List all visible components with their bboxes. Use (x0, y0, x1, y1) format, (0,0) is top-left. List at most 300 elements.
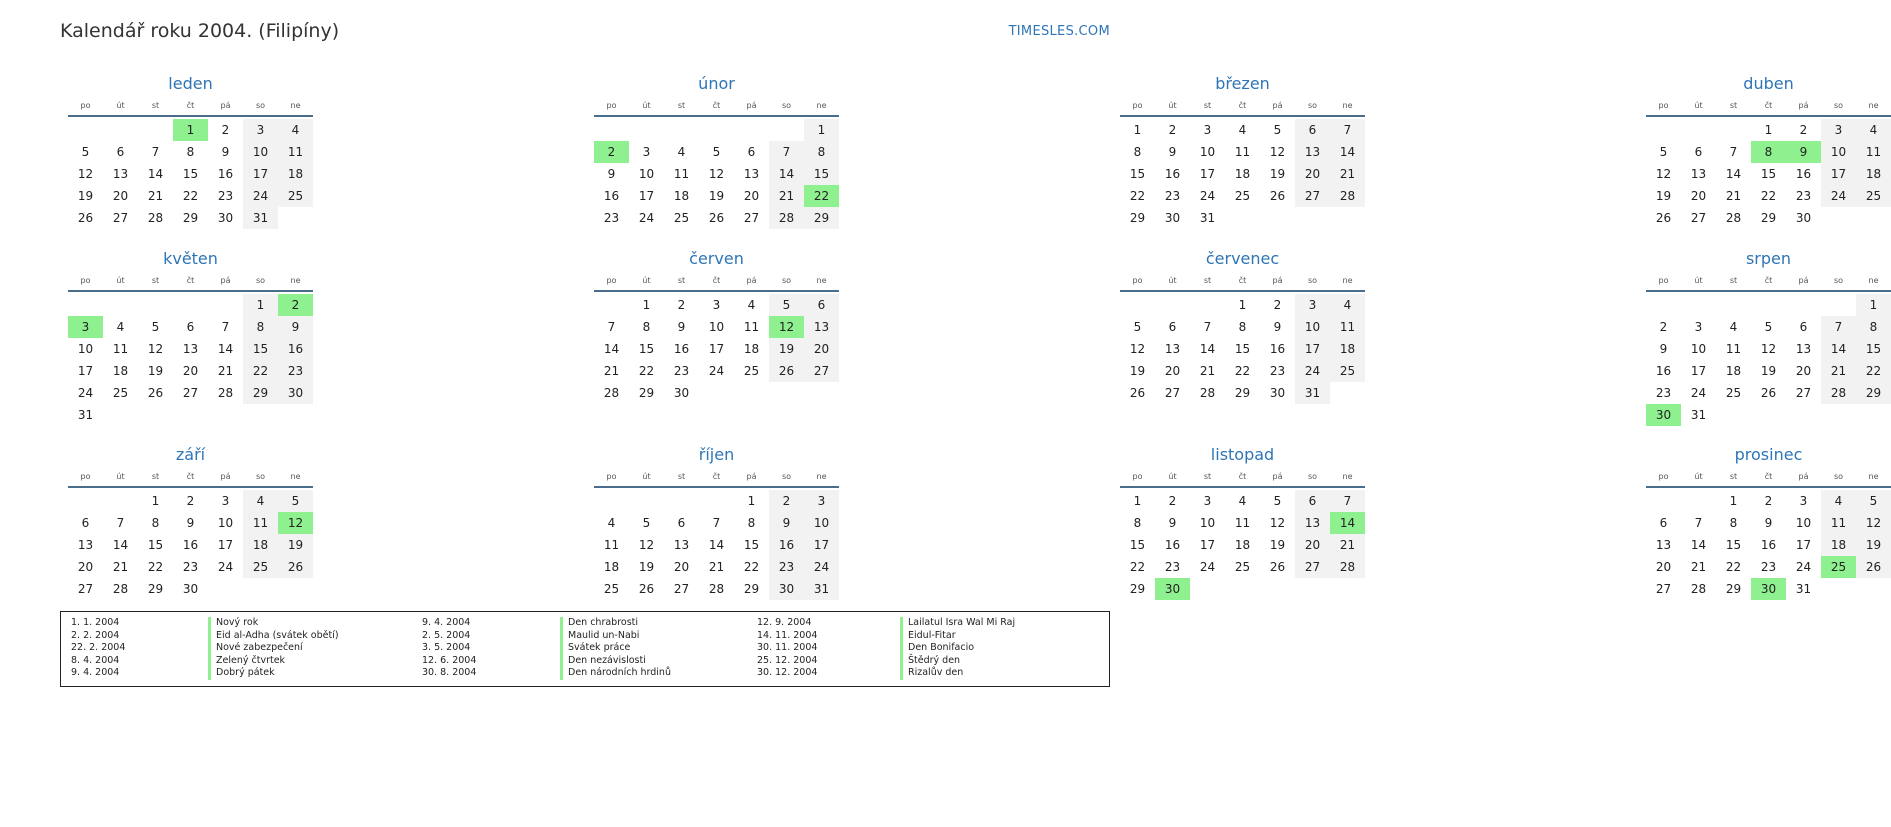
day-cell: 30 (673, 386, 690, 400)
month-únor (594, 73, 839, 229)
day-cell: 8 (243, 316, 278, 338)
day-cell: 13 (1164, 342, 1181, 356)
day-cell: 6 (1295, 119, 1330, 141)
day-cell: 24 (1690, 386, 1707, 400)
weekday-label: po (1132, 275, 1143, 285)
day-cell: 21 (708, 560, 725, 574)
day-cell: 17 (638, 189, 655, 203)
day-cell: 15 (1234, 342, 1251, 356)
day-cell: 13 (1655, 538, 1672, 552)
day-cell: 30 (182, 582, 199, 596)
day-cell: 4 (747, 298, 756, 312)
day-cell: 1 (1133, 494, 1142, 508)
day-cell: 22 (1856, 360, 1891, 382)
day-cell: 10 (1821, 141, 1856, 163)
day-cell: 6 (1659, 516, 1668, 530)
day-cell: 12 (1856, 512, 1891, 534)
weekday-label: út (1694, 471, 1703, 481)
day-cell: 16 (769, 534, 804, 556)
weekday-label: po (606, 275, 617, 285)
holiday-name-column (900, 617, 1015, 680)
weekday-header (1646, 270, 1891, 292)
day-cell: 7 (1694, 516, 1703, 530)
day-cell: 6 (186, 320, 195, 334)
holiday-day-cell: 12 (278, 512, 313, 534)
day-grid (1646, 292, 1891, 426)
day-cell: 27 (77, 582, 94, 596)
day-cell: 24 (1821, 185, 1856, 207)
day-cell: 5 (1273, 123, 1282, 137)
month-name: duben (1743, 74, 1794, 93)
weekday-label: ne (1868, 275, 1879, 285)
weekday-label: st (677, 275, 686, 285)
day-cell: 22 (1760, 189, 1777, 203)
weekday-label: čt (186, 275, 195, 285)
day-cell: 3 (1203, 123, 1212, 137)
day-cell: 15 (243, 338, 278, 360)
day-cell: 5 (1659, 145, 1668, 159)
day-cell: 4 (1330, 294, 1365, 316)
holiday-day-cell: 1 (173, 119, 208, 141)
holiday-day-cell: 2 (278, 294, 313, 316)
day-cell: 5 (1856, 490, 1891, 512)
day-cell: 16 (217, 167, 234, 181)
day-cell: 7 (1729, 145, 1738, 159)
month-červen (594, 248, 839, 404)
day-cell: 27 (1295, 185, 1330, 207)
day-cell: 24 (243, 185, 278, 207)
day-cell: 8 (186, 145, 195, 159)
holiday-name: Maulid un-Nabi (568, 629, 640, 641)
weekday-label: út (1168, 100, 1177, 110)
day-cell: 21 (1330, 163, 1365, 185)
day-cell: 8 (1133, 516, 1142, 530)
day-cell: 31 (804, 578, 839, 600)
day-cell: 7 (1330, 119, 1365, 141)
day-cell: 27 (1795, 386, 1812, 400)
day-cell: 7 (116, 516, 125, 530)
weekday-label: so (781, 471, 792, 481)
day-grid (1646, 488, 1891, 600)
day-cell: 13 (1690, 167, 1707, 181)
day-cell: 9 (677, 320, 686, 334)
day-cell: 4 (1729, 320, 1738, 334)
day-cell: 17 (243, 163, 278, 185)
day-cell: 7 (769, 141, 804, 163)
day-cell: 24 (1795, 560, 1812, 574)
day-cell: 9 (1659, 342, 1668, 356)
holiday-date: 9. 4. 2004 (422, 617, 471, 628)
holiday-name: Den národních hrdinů (568, 667, 671, 679)
month-září (68, 444, 313, 600)
day-cell: 25 (1234, 560, 1251, 574)
day-cell: 1 (804, 119, 839, 141)
day-cell: 21 (1725, 189, 1742, 203)
day-cell: 27 (1655, 582, 1672, 596)
month-květen (68, 248, 313, 426)
day-cell: 13 (112, 167, 129, 181)
day-cell: 18 (673, 189, 690, 203)
day-cell: 28 (769, 207, 804, 229)
day-cell: 3 (1821, 119, 1856, 141)
day-cell: 13 (182, 342, 199, 356)
holiday-name: Den Bonifacio (908, 642, 975, 654)
day-cell: 27 (1164, 386, 1181, 400)
day-cell: 6 (1799, 320, 1808, 334)
day-cell: 14 (708, 538, 725, 552)
weekday-label: st (1729, 100, 1738, 110)
day-cell: 26 (1655, 211, 1672, 225)
day-cell: 30 (769, 578, 804, 600)
day-cell: 11 (1725, 342, 1742, 356)
day-cell: 26 (708, 211, 725, 225)
holiday-day-cell: 25 (1821, 556, 1856, 578)
weekday-header (594, 466, 839, 488)
day-cell: 14 (147, 167, 164, 181)
day-cell: 16 (603, 189, 620, 203)
holiday-date-column (757, 617, 817, 680)
weekday-header (594, 95, 839, 117)
day-cell: 3 (1203, 494, 1212, 508)
day-cell: 3 (712, 298, 721, 312)
day-cell: 17 (1295, 338, 1330, 360)
day-cell: 29 (1725, 582, 1742, 596)
weekday-label: pá (1798, 471, 1809, 481)
holiday-day-cell: 9 (1786, 141, 1821, 163)
day-cell: 15 (1129, 538, 1146, 552)
day-cell: 20 (804, 338, 839, 360)
weekday-header (1120, 466, 1365, 488)
day-cell: 25 (673, 211, 690, 225)
weekday-label: pá (746, 275, 757, 285)
day-cell: 13 (1295, 141, 1330, 163)
holiday-date: 30. 12. 2004 (757, 667, 818, 679)
day-cell: 9 (769, 512, 804, 534)
day-cell: 17 (804, 534, 839, 556)
holiday-date: 25. 12. 2004 (757, 654, 818, 666)
holiday-name: Zelený čtvrtek (216, 654, 286, 666)
day-cell: 12 (77, 167, 94, 181)
day-cell: 20 (1295, 534, 1330, 556)
day-cell: 31 (77, 408, 94, 422)
day-cell: 24 (1199, 560, 1216, 574)
month-name: listopad (1210, 445, 1275, 464)
day-cell: 7 (1330, 490, 1365, 512)
day-cell: 22 (1129, 189, 1146, 203)
weekday-header (1120, 270, 1365, 292)
day-cell: 15 (1856, 338, 1891, 360)
day-cell: 27 (182, 386, 199, 400)
day-cell: 20 (1164, 364, 1181, 378)
weekday-label: ne (1342, 471, 1353, 481)
weekday-label: čt (712, 275, 721, 285)
day-cell: 22 (243, 360, 278, 382)
day-cell: 15 (1760, 167, 1777, 181)
day-cell: 16 (1164, 167, 1181, 181)
day-cell: 1 (747, 494, 756, 508)
weekday-label: pá (220, 471, 231, 481)
day-cell: 16 (1164, 538, 1181, 552)
day-grid (68, 117, 313, 229)
weekday-label: pá (220, 275, 231, 285)
day-cell: 28 (1199, 386, 1216, 400)
day-cell: 28 (1821, 382, 1856, 404)
weekday-label: po (1658, 275, 1669, 285)
holiday-date: 8. 4. 2004 (71, 654, 120, 666)
day-cell: 7 (221, 320, 230, 334)
weekday-label: út (116, 100, 125, 110)
day-cell: 5 (81, 145, 90, 159)
weekday-label: út (1694, 100, 1703, 110)
day-cell: 2 (1273, 298, 1282, 312)
day-cell: 24 (77, 386, 94, 400)
day-cell: 6 (747, 145, 756, 159)
day-cell: 25 (743, 364, 760, 378)
day-cell: 8 (1133, 145, 1142, 159)
day-cell: 3 (642, 145, 651, 159)
day-cell: 19 (708, 189, 725, 203)
day-cell: 15 (1725, 538, 1742, 552)
day-cell: 20 (112, 189, 129, 203)
holiday-date: 12. 6. 2004 (422, 654, 477, 666)
day-grid (594, 488, 839, 600)
weekday-label: st (151, 100, 160, 110)
day-cell: 14 (217, 342, 234, 356)
day-cell: 2 (1168, 494, 1177, 508)
holiday-name: Rizalův den (908, 667, 964, 679)
day-cell: 4 (278, 119, 313, 141)
weekday-header (68, 95, 313, 117)
day-cell: 29 (147, 582, 164, 596)
day-cell: 24 (1295, 360, 1330, 382)
day-cell: 23 (182, 560, 199, 574)
day-cell: 22 (147, 560, 164, 574)
day-cell: 23 (1164, 189, 1181, 203)
day-cell: 4 (1821, 490, 1856, 512)
day-cell: 25 (278, 185, 313, 207)
holiday-day-cell: 30 (1155, 578, 1190, 600)
day-cell: 21 (1199, 364, 1216, 378)
weekday-label: čt (1238, 471, 1247, 481)
day-cell: 15 (147, 538, 164, 552)
day-grid (1120, 117, 1365, 229)
holiday-name-column (208, 617, 339, 680)
day-cell: 30 (278, 382, 313, 404)
day-cell: 12 (1269, 516, 1286, 530)
day-cell: 21 (603, 364, 620, 378)
day-cell: 14 (112, 538, 129, 552)
weekday-label: út (1694, 275, 1703, 285)
day-cell: 2 (1764, 494, 1773, 508)
day-cell: 23 (1655, 386, 1672, 400)
month-name: leden (168, 74, 213, 93)
day-cell: 27 (743, 211, 760, 225)
day-cell: 27 (804, 360, 839, 382)
holiday-name: Svátek práce (568, 642, 631, 654)
day-cell: 25 (1856, 185, 1891, 207)
day-cell: 24 (1199, 189, 1216, 203)
weekday-label: út (642, 471, 651, 481)
day-cell: 16 (1795, 167, 1812, 181)
day-cell: 12 (1269, 145, 1286, 159)
weekday-label: st (677, 100, 686, 110)
day-cell: 3 (1694, 320, 1703, 334)
day-cell: 4 (1238, 494, 1247, 508)
weekday-label: so (1307, 275, 1318, 285)
holiday-date-column (71, 617, 125, 680)
day-cell: 5 (1273, 494, 1282, 508)
weekday-label: so (1833, 100, 1844, 110)
day-cell: 5 (769, 294, 804, 316)
day-cell: 15 (804, 163, 839, 185)
day-cell: 27 (673, 582, 690, 596)
weekday-label: út (116, 275, 125, 285)
day-grid (1646, 117, 1891, 229)
weekday-label: ne (1868, 471, 1879, 481)
day-grid (68, 488, 313, 600)
month-name: květen (163, 249, 218, 268)
day-cell: 13 (743, 167, 760, 181)
day-cell: 9 (607, 167, 616, 181)
weekday-label: st (677, 471, 686, 481)
day-cell: 20 (673, 560, 690, 574)
day-cell: 13 (1295, 512, 1330, 534)
day-cell: 11 (1330, 316, 1365, 338)
day-cell: 16 (182, 538, 199, 552)
day-cell: 22 (1725, 560, 1742, 574)
weekday-header (1120, 95, 1365, 117)
weekday-label: čt (1238, 275, 1247, 285)
day-cell: 9 (1168, 516, 1177, 530)
month-name: březen (1215, 74, 1270, 93)
weekday-label: čt (1764, 275, 1773, 285)
holiday-day-cell: 2 (594, 141, 629, 163)
day-cell: 21 (1821, 360, 1856, 382)
day-cell: 19 (77, 189, 94, 203)
weekday-label: pá (220, 100, 231, 110)
weekday-label: út (642, 275, 651, 285)
day-cell: 23 (278, 360, 313, 382)
weekday-label: po (606, 100, 617, 110)
holiday-date: 22. 2. 2004 (71, 642, 126, 654)
day-cell: 9 (278, 316, 313, 338)
day-cell: 18 (1725, 364, 1742, 378)
day-cell: 9 (1273, 320, 1282, 334)
day-cell: 30 (1164, 211, 1181, 225)
weekday-label: čt (1238, 100, 1247, 110)
day-cell: 4 (1238, 123, 1247, 137)
day-cell: 20 (1690, 189, 1707, 203)
day-cell: 17 (1690, 364, 1707, 378)
day-cell: 3 (804, 490, 839, 512)
day-cell: 13 (804, 316, 839, 338)
day-cell: 16 (278, 338, 313, 360)
day-cell: 1 (243, 294, 278, 316)
day-cell: 14 (1690, 538, 1707, 552)
day-cell: 17 (1199, 538, 1216, 552)
holiday-name: Den nezávislosti (568, 654, 646, 666)
day-cell: 10 (243, 141, 278, 163)
day-cell: 11 (1234, 145, 1251, 159)
day-cell: 5 (1133, 320, 1142, 334)
day-cell: 26 (769, 360, 804, 382)
day-cell: 10 (217, 516, 234, 530)
day-cell: 9 (186, 516, 195, 530)
day-cell: 8 (1729, 516, 1738, 530)
day-cell: 18 (1821, 534, 1856, 556)
month-prosinec (1646, 444, 1891, 600)
weekday-label: čt (712, 100, 721, 110)
day-cell: 8 (1238, 320, 1247, 334)
day-cell: 20 (743, 189, 760, 203)
weekday-label: po (80, 275, 91, 285)
day-cell: 25 (1330, 360, 1365, 382)
day-cell: 11 (1234, 516, 1251, 530)
day-cell: 1 (1764, 123, 1773, 137)
month-name: červen (689, 249, 744, 268)
day-cell: 30 (1269, 386, 1286, 400)
month-březen (1120, 73, 1365, 229)
day-cell: 25 (1234, 189, 1251, 203)
day-cell: 20 (1295, 163, 1330, 185)
day-cell: 31 (1295, 382, 1330, 404)
day-grid (594, 292, 839, 404)
day-cell: 12 (638, 538, 655, 552)
day-cell: 1 (1238, 298, 1247, 312)
day-cell: 29 (1856, 382, 1891, 404)
holiday-name-column (560, 617, 671, 680)
day-cell: 10 (638, 167, 655, 181)
day-cell: 28 (1330, 185, 1365, 207)
brand-link[interactable]: TIMESLES.COM (1008, 24, 1110, 39)
day-cell: 29 (1129, 211, 1146, 225)
day-cell: 3 (243, 119, 278, 141)
day-cell: 9 (1764, 516, 1773, 530)
day-cell: 9 (221, 145, 230, 159)
day-cell: 18 (278, 163, 313, 185)
weekday-label: st (1203, 275, 1212, 285)
weekday-label: po (606, 471, 617, 481)
day-grid (68, 292, 313, 426)
day-cell: 2 (186, 494, 195, 508)
day-cell: 2 (1168, 123, 1177, 137)
day-cell: 10 (708, 320, 725, 334)
day-cell: 23 (1795, 189, 1812, 203)
day-cell: 8 (151, 516, 160, 530)
holiday-name: Štědrý den (908, 654, 961, 666)
day-cell: 15 (182, 167, 199, 181)
holiday-date: 14. 11. 2004 (757, 629, 818, 641)
day-cell: 19 (1655, 189, 1672, 203)
day-cell: 22 (743, 560, 760, 574)
weekday-label: st (151, 275, 160, 285)
day-cell: 11 (673, 167, 690, 181)
day-cell: 26 (1129, 386, 1146, 400)
weekday-label: ne (1342, 275, 1353, 285)
day-cell: 5 (1764, 320, 1773, 334)
day-cell: 25 (243, 556, 278, 578)
day-cell: 28 (147, 211, 164, 225)
holiday-date: 9. 4. 2004 (71, 667, 120, 679)
month-říjen (594, 444, 839, 600)
day-cell: 28 (112, 582, 129, 596)
day-cell: 4 (1856, 119, 1891, 141)
weekday-label: čt (1764, 471, 1773, 481)
day-cell: 24 (708, 364, 725, 378)
holiday-day-cell: 12 (769, 316, 804, 338)
month-name: únor (698, 74, 735, 93)
day-cell: 6 (116, 145, 125, 159)
